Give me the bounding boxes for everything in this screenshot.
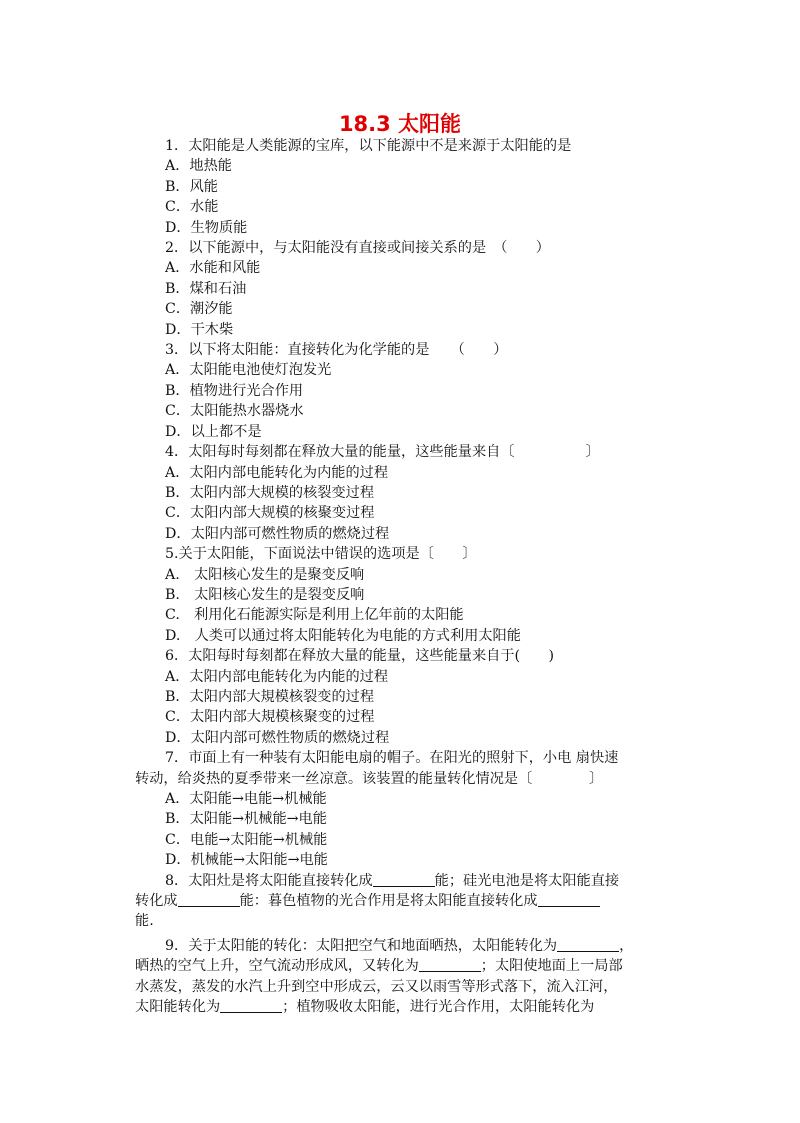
q9-answer-blank-1[interactable] xyxy=(557,937,619,952)
q8-answer-blank-1[interactable] xyxy=(373,872,435,887)
question-6-stem: 6．太阳每时每刻都在释放大量的能量，这些能量来自于( ) xyxy=(165,648,554,665)
q4-option-b: B．太阳内部大规模的核裂变过程 xyxy=(165,484,375,501)
q2-option-c: C．潮汐能 xyxy=(165,301,233,318)
q4-option-d: D．太阳内部可燃性物质的燃烧过程 xyxy=(165,525,390,542)
q1-option-d: D．生物质能 xyxy=(165,219,248,236)
q8-answer-blank-2[interactable] xyxy=(178,892,240,907)
q1-option-c: C．水能 xyxy=(165,199,219,216)
q6-option-b: B．太阳内部大規模核裂变的过程 xyxy=(165,688,375,705)
question-7-stem-line2: 转动，给炎热的夏季带来一丝凉意。该装置的能量转化情况是〔 〕 xyxy=(135,770,604,787)
q7-option-b: B．太阳能→机械能→电能 xyxy=(165,811,327,828)
q5-option-b: B. 太阳核心发生的是裂变反响 xyxy=(165,586,365,603)
q1-option-a: A．地热能 xyxy=(165,158,232,175)
q8-answer-blank-3[interactable] xyxy=(538,892,600,907)
q7-option-d: D．机械能→太阳能→电能 xyxy=(165,852,328,869)
question-list xyxy=(135,136,670,1017)
q9-text-3: 晒热的空气上升，空气流动形成风，又转化为 xyxy=(135,958,419,975)
question-3-stem: 3．以下将太阳能：直接转化为化学能的是 （ ） xyxy=(165,342,508,359)
q3-option-c: C．太阳能热水器烧水 xyxy=(165,403,304,420)
q5-option-a: A. 太阳核心发生的是聚变反响 xyxy=(165,566,365,583)
question-5-stem: 5.关于太阳能，下面说法中错误的选项是〔 〕 xyxy=(165,546,477,563)
q3-option-a: A．太阳能电池使灯泡发光 xyxy=(165,362,332,379)
question-7-stem-line1: 7．市面上有一种装有太阳能电扇的帽子。在阳光的照射下，小电 扇快速 xyxy=(165,750,619,767)
q9-text-7: ；植物吸收太阳能，进行光合作用，太阳能转化为 xyxy=(282,999,595,1016)
question-8-line2 xyxy=(135,891,670,911)
q4-option-c: C．太阳内部大规模的核聚变过程 xyxy=(165,505,375,522)
question-9-line1 xyxy=(135,936,670,956)
q2-option-d: D．干木柴 xyxy=(165,321,234,338)
q9-answer-blank-3[interactable] xyxy=(220,998,282,1013)
q5-option-d: D. 人类可以通过将太阳能转化为电能的方式利用太阳能 xyxy=(165,627,521,644)
q6-option-c: C．太阳内部大規模核聚变的过程 xyxy=(165,709,375,726)
q6-option-a: A．太阳内部电能转化为内能的过程 xyxy=(165,668,389,685)
question-8-line1 xyxy=(135,871,670,891)
q4-option-a: A．太阳内部电能转化为内能的过程 xyxy=(165,464,389,481)
q6-option-d: D．太阳内部可燃性物质的燃烧过程 xyxy=(165,729,390,746)
q8-text-2: 能；硅光电池是将太阳能直接 xyxy=(434,872,620,889)
q9-answer-blank-2[interactable] xyxy=(419,957,481,972)
q9-text-4: ；太阳使地面上一局部 xyxy=(480,958,623,975)
q7-option-c: C．电能→太阳能→机械能 xyxy=(165,831,328,848)
q7-option-a: A．太阳能→电能→机械能 xyxy=(165,791,327,807)
question-4-stem: 4．太阳每时每刻都在释放大量的能量，这些能量来自〔 〕 xyxy=(165,444,600,461)
q1-option-b: B．风能 xyxy=(165,178,218,195)
q9-text-1: 9．关于太阳能的转化：太阳把空气和地面晒热，太阳能转化为 xyxy=(165,937,558,954)
q8-text-4: 能：暮色植物的光合作用是将太阳能直接转化成 xyxy=(239,893,538,910)
question-9-line4 xyxy=(135,997,670,1017)
q9-text-6: 太阳能转化为 xyxy=(135,999,221,1016)
q5-option-c: C. 利用化石能源实际是利用上亿年前的太阳能 xyxy=(165,607,464,624)
question-1-stem: 1．太阳能是人类能源的宝库，以下能源中不是来源于太阳能的是 xyxy=(165,138,572,154)
question-9-line2 xyxy=(135,956,670,976)
q8-text-3: 转化成 xyxy=(135,893,178,910)
question-2-stem: 2．以下能源中，与太阳能没有直接或间接关系的是 （ ） xyxy=(165,240,550,257)
q3-option-d: D．以上都不是 xyxy=(165,423,262,440)
question-9-line3: 水蒸发，蒸发的水汽上升到空中形成云，云又以雨雪等形式落下，流入江河， xyxy=(135,978,618,995)
q2-option-a: A．水能和风能 xyxy=(165,260,261,277)
q2-option-b: B．煤和石油 xyxy=(165,280,247,297)
q9-text-2: ， xyxy=(619,937,634,954)
q3-option-b: B．植物进行光合作用 xyxy=(165,382,304,399)
page-title: 18.3 太阳能 xyxy=(338,112,462,136)
question-8-line3: 能. xyxy=(135,913,154,930)
q8-text-1: 8．太阳灶是将太阳能直接转化成 xyxy=(165,872,373,889)
